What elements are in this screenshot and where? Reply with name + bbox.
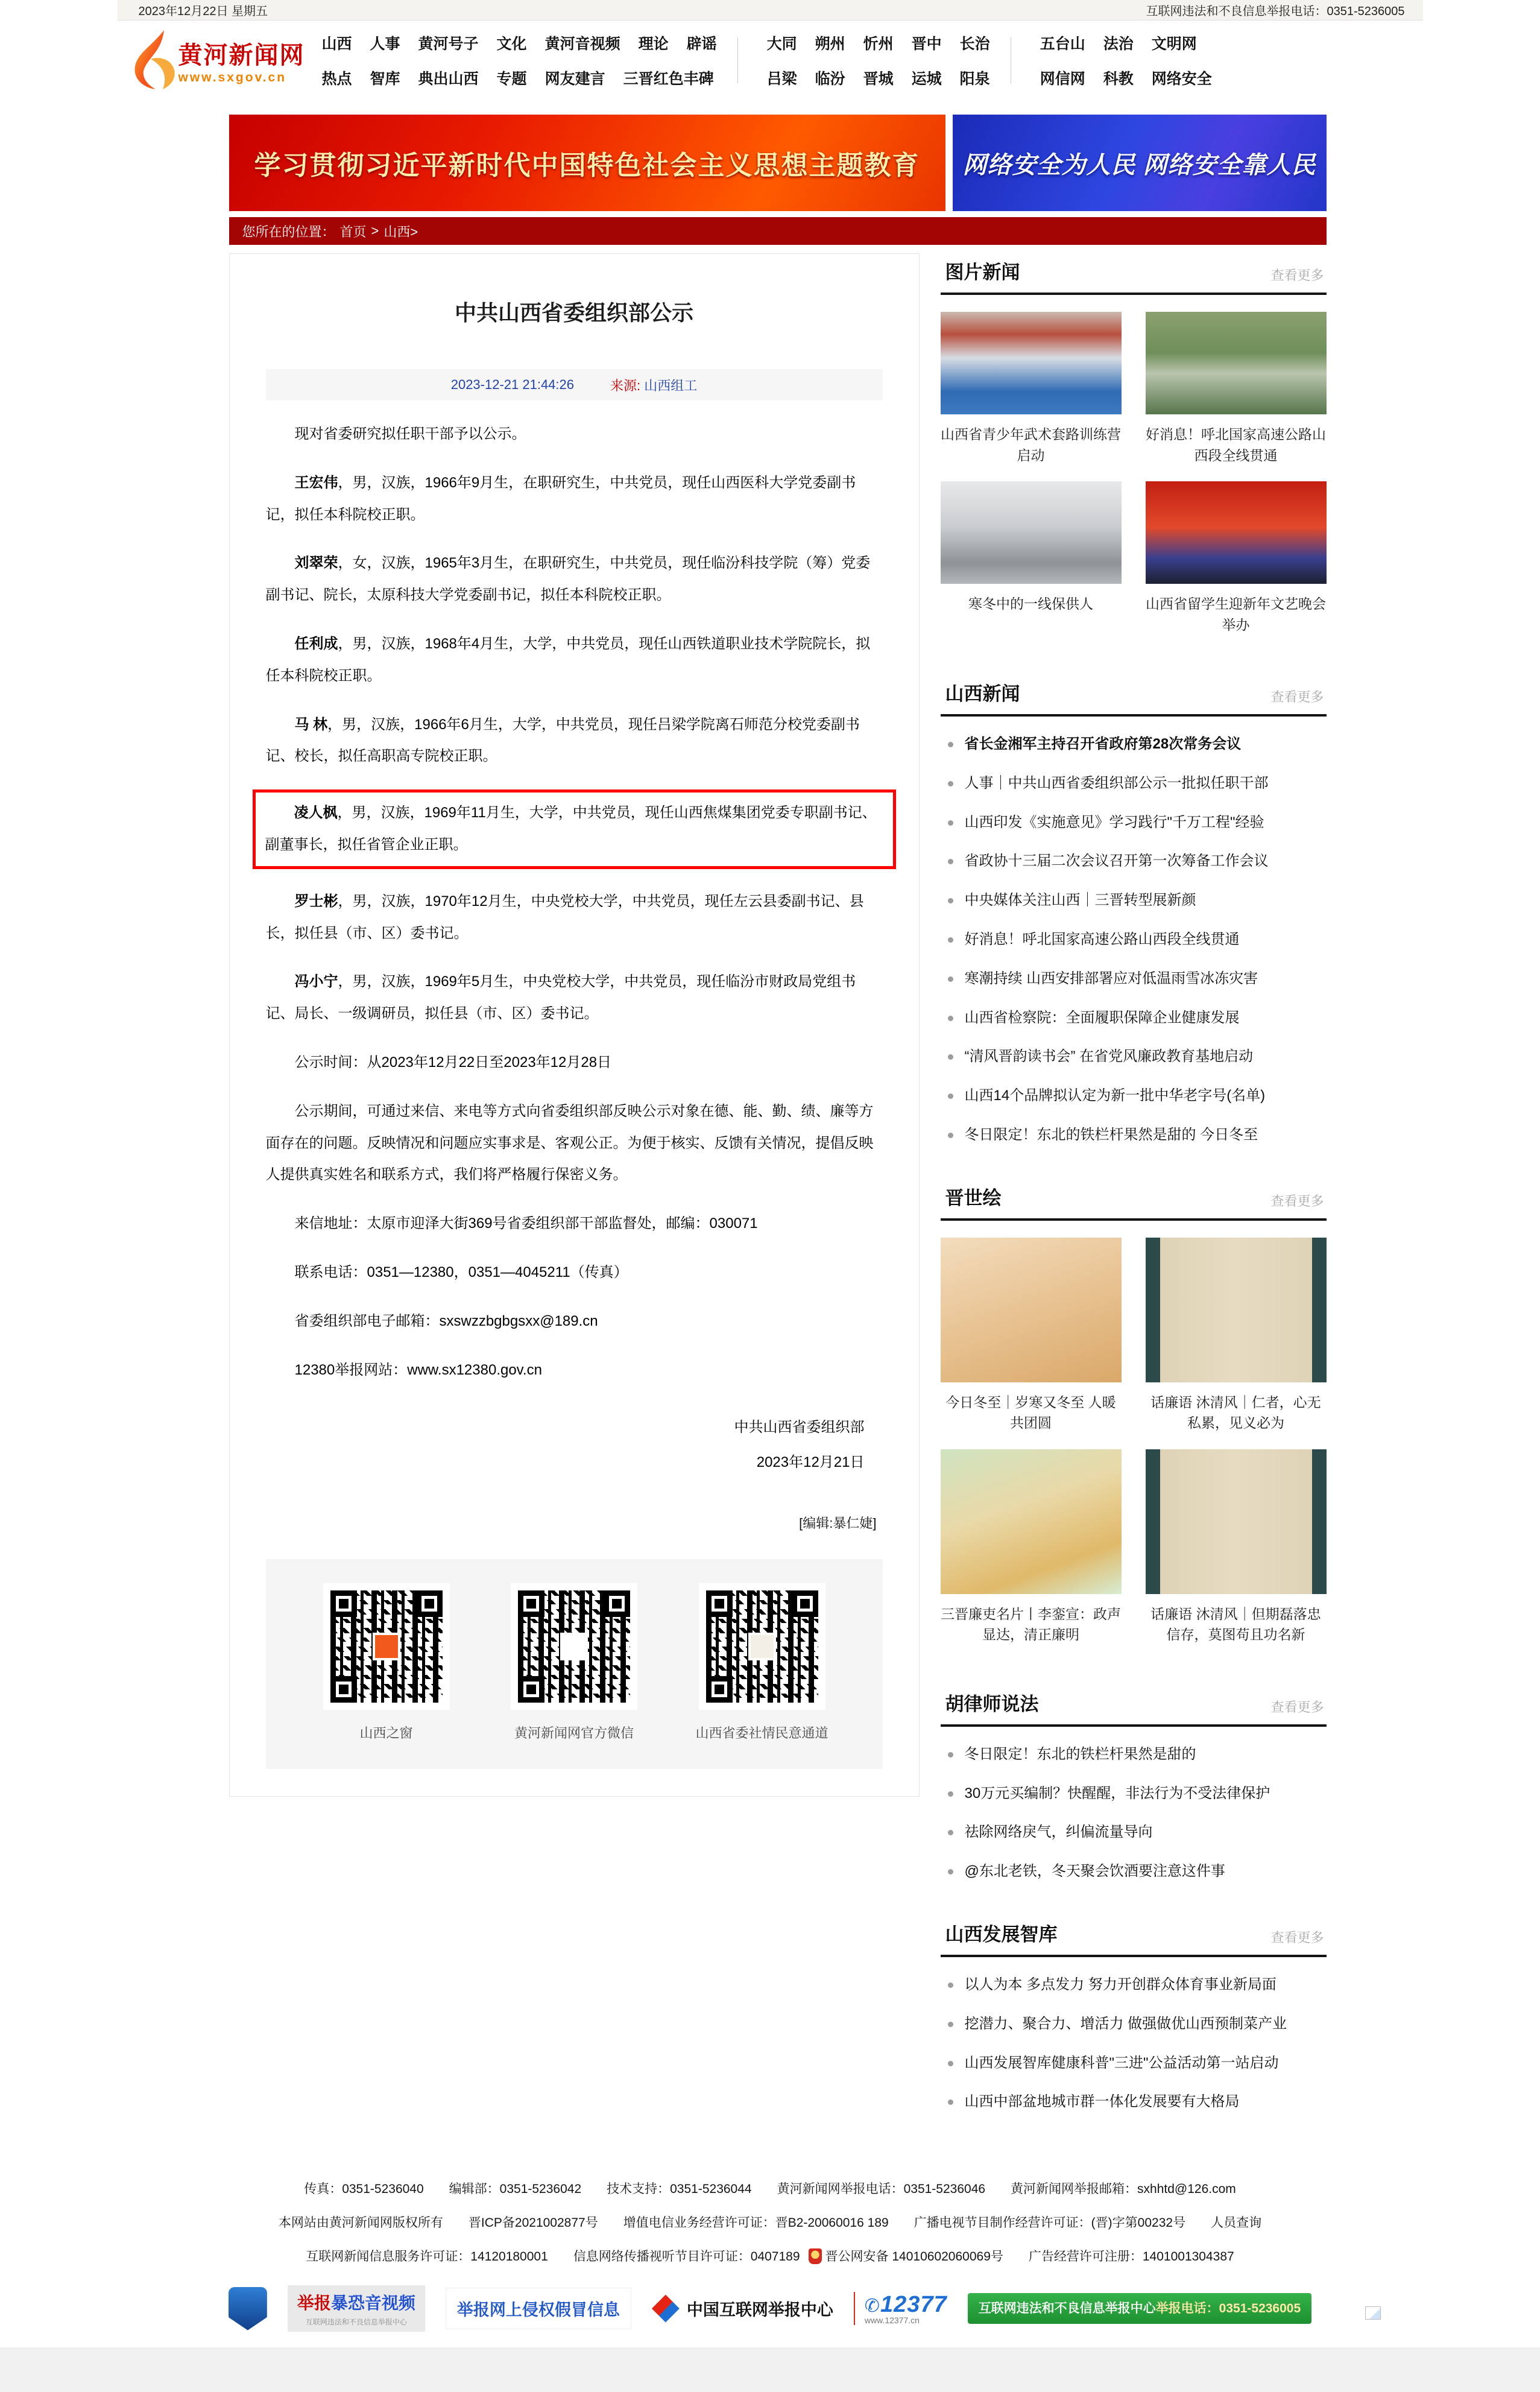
city-link-晋城[interactable]: 晋城	[863, 71, 894, 87]
misc-link-法治[interactable]: 法治	[1103, 36, 1134, 52]
thinktank-title: 山西发展智库	[945, 1923, 1058, 1945]
photo-card[interactable]	[941, 1238, 1122, 1434]
photo-caption: 山西省青少年武术套路训练营启动	[941, 426, 1121, 463]
news-photo	[941, 312, 1122, 414]
photo-caption: 寒冬中的一线保供人	[968, 596, 1093, 612]
phone-icon: ✆	[864, 2296, 881, 2317]
section-thinktank	[941, 1916, 1327, 2122]
main-nav	[322, 32, 717, 89]
news-list-item[interactable]: 寒潮持续 山西安排部署应对低温雨雪冰冻灾害	[944, 960, 1327, 999]
city-link-吕梁[interactable]: 吕梁	[766, 71, 797, 87]
highlighted-paragraph: 凌人枫，男，汉族，1969年11月生，大学，中共党员，现任山西焦煤集团党委专职副书记、副董事长，拟任省管企业正职。	[253, 789, 896, 869]
misc-link-科教[interactable]: 科教	[1103, 71, 1134, 87]
breadcrumb	[229, 217, 1327, 245]
photo-card[interactable]	[941, 1449, 1122, 1645]
article-meta	[266, 369, 883, 400]
article-source-link[interactable]: 山西组工	[644, 378, 698, 393]
photo-caption: 话廉语 沐清风｜但期磊落忠信存，莫图苟且功名新	[1150, 1606, 1321, 1643]
editor-line: [编辑:暴仁婕]	[799, 1515, 877, 1531]
news-list-item[interactable]: 山西中部盆地城市群一体化发展要有大格局	[944, 2083, 1327, 2122]
misc-link-网络安全[interactable]: 网络安全	[1151, 71, 1212, 87]
news-photo	[1146, 1238, 1327, 1382]
section-lawyer	[941, 1685, 1327, 1891]
lawyer-title: 胡律师说法	[945, 1693, 1039, 1715]
misc-link-五台山[interactable]: 五台山	[1040, 36, 1085, 52]
article-date: 2023-12-21 21:44:26	[450, 377, 575, 392]
banner-row	[118, 100, 1423, 211]
news-list-item[interactable]: 中央媒体关注山西｜三晋转型展新颜	[944, 881, 1327, 920]
city-link-晋中[interactable]: 晋中	[911, 36, 942, 52]
article-paragraph: 刘翠荣，女，汉族，1965年3月生，在职研究生，中共党员，现任临汾科技学院（筹）党委副书记、院长，太原科技大学党委副书记，拟任本科院校正职。	[265, 555, 871, 604]
site-header	[118, 21, 1423, 100]
article-paragraph: 12380举报网站：www.sx12380.gov.cn	[294, 1361, 542, 1378]
nav-item-辟谣[interactable]: 辟谣	[686, 36, 717, 52]
page-wrapper	[118, 0, 1423, 2332]
city-link-运城[interactable]: 运城	[911, 71, 942, 87]
nav-item-典出山西[interactable]: 典出山西	[418, 71, 479, 87]
thinktank-more-link[interactable]: 查看更多	[1270, 1929, 1324, 1945]
nav-item-专题[interactable]: 专题	[496, 71, 527, 87]
article-paragraph: 冯小宁，男，汉族，1969年5月生，中央党校大学，中共党员，现任临汾市财政局党组书记、局长、一级调研员，拟任县（市、区）委书记。	[265, 973, 856, 1022]
lawyer-more-link[interactable]: 查看更多	[1270, 1699, 1324, 1715]
city-nav	[767, 32, 990, 89]
city-link-大同[interactable]: 大同	[766, 36, 797, 52]
theme-education-banner[interactable]: 学习贯彻习近平新时代中国特色社会主义思想主题教育	[229, 115, 945, 211]
qr-code-image	[699, 1583, 825, 1710]
city-link-忻州[interactable]: 忻州	[863, 36, 894, 52]
news-list-item[interactable]: 祛除网络戾气，纠偏流量导向	[944, 1813, 1327, 1852]
news-list-item[interactable]: 挖潜力、聚合力、增活力 做强做优山西预制菜产业	[944, 2005, 1327, 2044]
links-row-1	[1040, 32, 1212, 54]
nav-item-热点[interactable]: 热点	[321, 71, 352, 87]
network-security-banner[interactable]: 网络安全为人民 网络安全靠人民	[953, 115, 1327, 211]
logo-url: www.sxgov.cn	[178, 70, 287, 84]
misc-link-网信网[interactable]: 网信网	[1040, 71, 1085, 87]
report-infringement-badge[interactable]: 举报网上侵权假冒信息	[446, 2288, 631, 2329]
photo-card[interactable]	[1146, 481, 1327, 635]
public-security-badge-icon	[809, 2248, 822, 2264]
qr-code-box	[266, 1559, 883, 1769]
links-row-2	[1040, 67, 1212, 89]
nav-item-理论[interactable]: 理论	[638, 36, 669, 52]
photo-caption: 今日冬至｜岁寒又冬至 人暖共团圆	[945, 1394, 1116, 1431]
breadcrumb-label: 您所在的位置：	[242, 224, 335, 239]
article-paragraph: 罗士彬，男，汉族，1970年12月生，中央党校大学，中共党员，现任左云县委副书记、县长，拟任县（市、区）委书记。	[265, 893, 864, 941]
cities-row-2	[767, 67, 990, 89]
qr-code-2: 黄河新闻网官方微信	[496, 1583, 652, 1742]
footer-licenses: 互联网新闻信息服务许可证：14120180001 信息网络传播视听节目许可证：0407189 晋公网安备 14010602060069号 广告经营许可注册：1401001304387	[306, 2250, 1234, 2264]
footer-badges	[118, 2285, 1423, 2332]
nav-row-2	[322, 67, 717, 89]
news-photo	[1146, 312, 1327, 414]
qr-code-3: 山西省委社情民意通道	[684, 1583, 841, 1742]
news-list-item[interactable]: 山西发展智库健康科普"三进"公益活动第一站启动	[944, 2044, 1327, 2083]
nav-item-智库[interactable]: 智库	[370, 71, 400, 87]
article-title: 中共山西省委组织部公示	[454, 300, 693, 325]
logo-title: 黄河新闻网	[178, 42, 305, 69]
news-list-item[interactable]: @东北老铁，冬天聚会饮酒要注意这件事	[944, 1852, 1327, 1891]
current-date: 2023年12月22日 星期五	[138, 5, 268, 18]
cities-row-1	[767, 32, 990, 54]
article-paragraph: 任利成，男，汉族，1968年4月生，大学，中共党员，现任山西铁道职业技术学院院长，拟任本科院校正职。	[265, 635, 871, 684]
news-list-item[interactable]: “清风晋韵读书会” 在省党风廉政教育基地启动	[944, 1037, 1327, 1077]
report-terror-video-badge[interactable]: 举报暴恐音视频 互联网违法和不良信息举报中心	[288, 2285, 425, 2332]
article-panel	[229, 253, 920, 1797]
photo-caption: 好消息！呼北国家高速公路山西段全线贯通	[1146, 426, 1326, 463]
nav-item-黄河音视频[interactable]: 黄河音视频	[544, 36, 620, 52]
logo-swoosh-icon	[127, 29, 187, 92]
news-list-item[interactable]: 山西省检察院：全面履职保障企业健康发展	[944, 999, 1327, 1038]
qr-code-image	[511, 1583, 637, 1710]
article-body	[266, 419, 883, 1386]
article-paragraph: 现对省委研究拟任职干部予以公示。	[294, 426, 526, 442]
shanxi-news-more-link[interactable]: 查看更多	[1270, 689, 1324, 704]
bottom-strip	[0, 2347, 1540, 2392]
qr-code-image	[323, 1583, 450, 1710]
article-paragraph: 马 林，男，汉族，1966年6月生，大学，中共党员，现任吕梁学院离石师范分校党委副书记、校长，拟任高职高专院校正职。	[265, 716, 860, 765]
section-jinshihui	[941, 1179, 1327, 1661]
photo-caption: 山西省留学生迎新年文艺晚会举办	[1146, 596, 1326, 633]
misc-link-文明网[interactable]: 文明网	[1151, 36, 1197, 52]
news-list-item[interactable]: 人事｜中共山西省委组织部公示一批拟任职干部	[944, 764, 1327, 803]
photo-caption: 三晋廉吏名片丨李銮宣：政声显达，清正廉明	[941, 1606, 1121, 1643]
nav-item-黄河号子[interactable]: 黄河号子	[418, 36, 479, 52]
news-list-item[interactable]: 山西印发《实施意见》学习践行"千万工程"经验	[944, 803, 1327, 843]
nav-item-人事[interactable]: 人事	[370, 36, 400, 52]
sidebar	[941, 253, 1327, 2146]
photo-card[interactable]	[1146, 1449, 1327, 1645]
breadcrumb-separator: >	[371, 223, 379, 238]
news-list-item[interactable]: 省长金湘军主持召开省政府第28次常务会议	[944, 725, 1327, 764]
article-paragraph: 联系电话：0351—12380，0351—4045211（传真）	[294, 1264, 628, 1280]
photo-card[interactable]	[1146, 312, 1327, 466]
news-list-item[interactable]: 以人为本 多点发力 努力开创群众体育事业新局面	[944, 1966, 1327, 2005]
news-list-item[interactable]: 30万元买编制？快醒醒，非法行为不受法律保护	[944, 1774, 1327, 1814]
news-list-item[interactable]: 冬日限定！东北的铁栏杆果然是甜的 今日冬至	[944, 1116, 1327, 1155]
photo-caption: 话廉语 沐清风｜仁者，心无私累，见义必为	[1150, 1394, 1321, 1431]
article-paragraph: 公示时间：从2023年12月22日至2023年12月28日	[294, 1054, 612, 1071]
signature-org: 中共山西省委组织部	[734, 1419, 865, 1436]
photo-news-title: 图片新闻	[945, 262, 1020, 283]
photo-card[interactable]	[941, 481, 1122, 635]
report-hotline-green-badge[interactable]: 互联网违法和不良信息举报中心 举报电话：0351-5236005	[968, 2293, 1311, 2324]
institution-emblem-badge[interactable]	[229, 2287, 267, 2330]
breadcrumb-current-link[interactable]: 山西>	[383, 224, 418, 239]
site-footer	[118, 2179, 1423, 2332]
news-photo	[941, 481, 1122, 584]
news-list-item[interactable]: 好消息！呼北国家高速公路山西段全线贯通	[944, 920, 1327, 960]
news-list-item[interactable]: 山西14个品牌拟认定为新一批中华老字号(名单)	[944, 1077, 1327, 1116]
news-list-item[interactable]: 冬日限定！东北的铁栏杆果然是甜的	[944, 1735, 1327, 1774]
footer-copyright: 本网站由黄河新闻网版权所有 晋ICP备2021002877号 增值电信业务经营许可证：晋B2-20060016 189 广播电视节目制作经营许可证：(晋)字第00232号 人员查询	[278, 2216, 1262, 2230]
jinshihui-title: 晋世绘	[945, 1187, 1002, 1209]
report-phone: 互联网违法和不良信息举报电话：0351-5236005	[1146, 5, 1405, 18]
photo-card[interactable]	[1146, 1238, 1327, 1434]
article-signature	[266, 1410, 865, 1479]
top-bar	[118, 0, 1423, 21]
photo-news-more-link[interactable]: 查看更多	[1270, 268, 1324, 283]
news-list-item[interactable]: 省政协十三届二次会议召开第一次筹备工作会议	[944, 842, 1327, 881]
nav-row-1	[322, 32, 717, 54]
article-source-label: 来源:	[610, 378, 641, 393]
article-paragraph: 王宏伟，男，汉族，1966年9月生，在职研究生，中共党员，现任山西医科大学党委副书记，拟任本科院校正职。	[265, 474, 856, 523]
broken-image-icon	[1365, 2306, 1381, 2320]
article-paragraph: 来信地址：太原市迎泽大街369号省委组织部干部监督处，邮编：030071	[294, 1215, 758, 1232]
nav-item-三晋红色丰碑[interactable]: 三晋红色丰碑	[623, 71, 714, 87]
city-link-长治[interactable]: 长治	[959, 36, 990, 52]
nav-item-文化[interactable]: 文化	[496, 36, 527, 52]
article-paragraph: 省委组织部电子邮箱：sxswzzbgbgsxx@189.cn	[294, 1312, 598, 1329]
signature-date: 2023年12月21日	[756, 1454, 865, 1470]
qr-code-1: 山西之窗	[308, 1583, 465, 1742]
photo-card[interactable]	[941, 312, 1122, 466]
misc-nav	[1040, 32, 1212, 89]
news-photo	[1146, 1449, 1327, 1594]
section-shanxi-news	[941, 675, 1327, 1155]
breadcrumb-home-link[interactable]: 首页	[339, 224, 367, 239]
news-photo	[941, 1238, 1122, 1382]
news-photo	[941, 1449, 1122, 1594]
report-center-diamond-icon	[652, 2295, 680, 2323]
city-link-临汾[interactable]: 临汾	[815, 71, 845, 87]
nav-item-网友建言[interactable]: 网友建言	[544, 71, 605, 87]
article-paragraph: 公示期间，可通过来信、来电等方式向省委组织部反映公示对象在德、能、勤、绩、廉等方面存在的问题。反映情况和问题应实事求是、客观公正。为便于核实、反馈有关情况，提倡反映人提供真实姓名和联系方式，我们将严格履行保密义务。	[265, 1103, 874, 1183]
site-logo[interactable]	[127, 29, 314, 92]
city-link-阳泉[interactable]: 阳泉	[959, 71, 990, 87]
shanxi-news-title: 山西新闻	[945, 683, 1020, 704]
city-link-朔州[interactable]: 朔州	[815, 36, 845, 52]
nav-item-山西[interactable]: 山西	[321, 36, 352, 52]
hotline-12377-badge[interactable]: ✆12377 www.12377.cn	[854, 2292, 947, 2325]
section-photo-news	[941, 253, 1327, 651]
news-photo	[1146, 481, 1327, 584]
nav-divider	[737, 37, 738, 83]
footer-contacts: 传真：0351-5236040 编辑部：0351-5236042 技术支持：0351-5236044 黄河新闻网举报电话：0351-5236046 黄河新闻网举报邮箱：sxhhtd@126.com	[304, 2182, 1236, 2197]
china-internet-report-center-badge[interactable]: 中国互联网举报中心	[652, 2295, 833, 2323]
jinshihui-more-link[interactable]: 查看更多	[1270, 1193, 1324, 1209]
